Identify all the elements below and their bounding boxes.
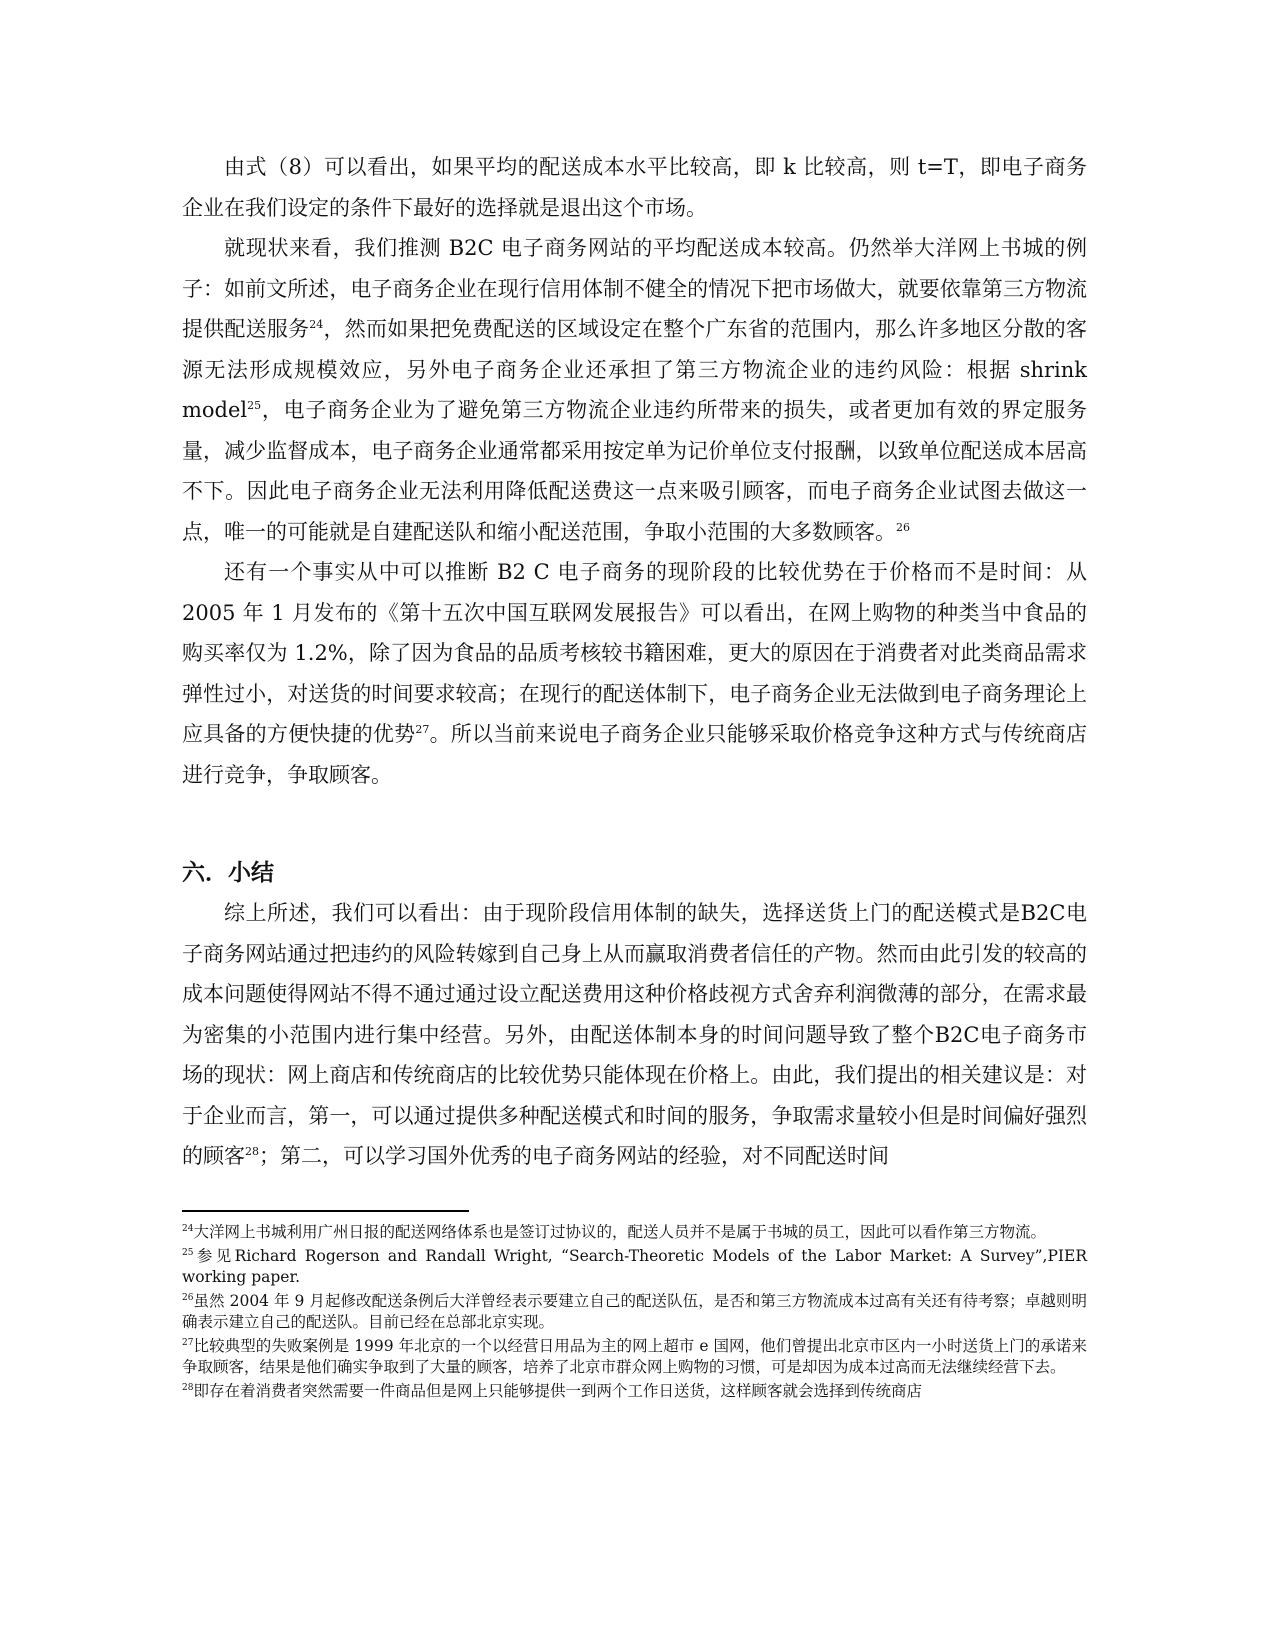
- paragraph-1-text: 由式（8）可以看出，如果平均的配送成本水平比较高，即 k 比较高，则 t=T，即电子商务企业在我们设定的条件下最好的选择就是退出这个市场。: [182, 155, 1087, 220]
- footnotes: [182, 1222, 1087, 1404]
- footnote-text: 虽然 2004 年 9 月起修改配送条例后大洋曾经表示要建立自己的配送队伍，是否和第三方物流成本过高有关还有待考察；卓越则明确表示建立自己的配送队。目前已经在总部北京实现。: [182, 1291, 1087, 1331]
- footnote-separator: [182, 1210, 469, 1212]
- footnote-number: 25: [182, 1247, 194, 1258]
- footnote-number: 27: [182, 1337, 194, 1348]
- footnote-text: 参见Richard Rogerson and Randall Wright, “Search-Theoretic Models of the Labor Market: A Survey”,PIER working paper.: [182, 1246, 1087, 1286]
- footnote-28: [182, 1381, 1087, 1403]
- footnote-text: 大洋网上书城利用广州日报的配送网络体系也是签订过协议的，配送人员并不是属于书城的员工，因此可以看作第三方物流。: [193, 1223, 1046, 1241]
- footnote-ref-27: 27: [415, 723, 430, 736]
- section-paragraph-text-a: 综上所述，我们可以看出：由于现阶段信用体制的缺失，选择送货上门的配送模式是B2C电子商务网站通过把违约的风险转嫁到自己身上从而赢取消费者信任的产物。然而由此引发的较高的成本问题使得网站不得不通过通过设立配送费用这种价格歧视方式舍弃利润微薄的部分，在需求最为密集的小范围内进行集中经营。另外，由配送体制本身的时间问题导致了整个B2C电子商务市场的现状：网上商店和传统商店的比较优势只能体现在价格上。由此，我们提出的相关建议是：对于企业而言，第一，可以通过提供多种配送模式和时间的服务，争取需求量较小但是时间偏好强烈的顾客: [182, 901, 1087, 1168]
- paragraph-3: [182, 552, 1087, 795]
- footnote-27: [182, 1336, 1087, 1379]
- section-body: [182, 893, 1087, 1177]
- footnote-text: 比较典型的失败案例是 1999 年北京的一个以经营日用品为主的网上超市 e 国网，他们曾提出北京市区内一小时送货上门的承诺来争取顾客，结果是他们确实争取到了大量的顾客，培养了北京市群众网上购物的习惯，可是却因为成本过高而无法继续经营下去。: [182, 1336, 1087, 1376]
- footnote-number: 28: [182, 1382, 194, 1393]
- section-paragraph-1: [182, 893, 1087, 1177]
- paragraph-1: [182, 147, 1087, 228]
- section-heading: 六．小结: [182, 860, 274, 886]
- body-text: [182, 147, 1087, 795]
- footnote-number: 24: [182, 1223, 194, 1234]
- paragraph-3-text-a: 还有一个事实从中可以推断 B2 C 电子商务的现阶段的比较优势在于价格而不是时间：从 2005 年 1 月发布的《第十五次中国互联网发展报告》可以看出，在网上购物的种类当中食品的购买率仅为 1.2%，除了因为食品的品质考核较书籍困难，更大的原因在于消费者对此类商品需求弹性过小，对送货的时间要求较高；在现行的配送体制下，电子商务企业无法做到电子商务理论上应具备的方便快捷的优势: [182, 560, 1087, 746]
- footnote-26: [182, 1291, 1087, 1334]
- footnote-ref-26: 26: [896, 520, 910, 534]
- paragraph-2-text-a: 就现状来看，我们推测 B2C 电子商务网站的平均配送成本较高。仍然举大洋网上书城的例子：如前文所述，电子商务企业在现行信用体制不健全的情况下把市场做大，就要依靠第三方物流提供配送服务: [182, 236, 1087, 341]
- section-paragraph-text-b: ；第二，可以学习国外优秀的电子商务网站的经验，对不同配送时间: [259, 1144, 889, 1168]
- paragraph-2-text-c: ，电子商务企业为了避免第三方物流企业违约所带来的损失，或者更加有效的界定服务量，减少监督成本，电子商务企业通常都采用按定单为记价单位支付报酬，以致单位配送成本居高不下。因此电子商务企业无法利用降低配送费这一点来吸引顾客，而电子商务企业试图去做这一点，唯一的可能就是自建配送队和缩小配送范围，争取小范围的大多数顾客。: [182, 398, 1087, 544]
- footnote-25: [182, 1246, 1087, 1289]
- paragraph-2: [182, 228, 1087, 552]
- footnote-24: [182, 1222, 1087, 1244]
- footnote-ref-28: 28: [245, 1145, 259, 1158]
- footnote-text: 即存在着消费者突然需要一件商品但是网上只能够提供一到两个工作日送货，这样顾客就会选择到传统商店: [193, 1381, 922, 1400]
- paragraph-3-text-b: 。所以当前来说电子商务企业只能够采取价格竞争这种方式与传统商店进行竞争，争取顾客。: [182, 722, 1087, 787]
- footnote-ref-24: 24: [309, 318, 324, 331]
- footnote-ref-25: 25: [247, 399, 262, 412]
- paragraph-2-text-b: ，然而如果把免费配送的区域设定在整个广东省的范围内，那么许多地区分散的客源无法形成规模效应，另外电子商务企业还承担了第三方物流企业的违约风险：根据 shrink model: [182, 317, 1088, 422]
- footnote-number: 26: [182, 1292, 194, 1303]
